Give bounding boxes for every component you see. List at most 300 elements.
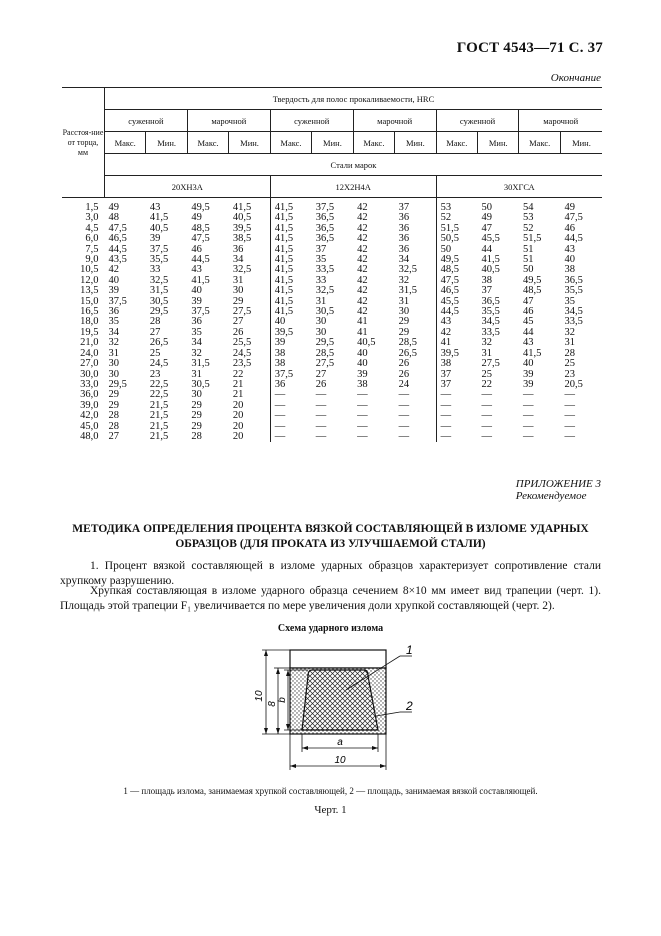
max-header: Макс. xyxy=(104,132,145,154)
appendix-label: ПРИЛОЖЕНИЕ 3 xyxy=(515,478,601,490)
hardness-cell: 21 xyxy=(229,380,270,390)
hardness-cell: 49,5 xyxy=(522,274,542,286)
hardness-cell: 33 xyxy=(149,264,161,276)
distance-header: Расстоя-ние от торца, мм xyxy=(62,88,104,198)
hardness-cell: 28 xyxy=(108,410,119,422)
grade-header: 30ХГСА xyxy=(436,176,602,198)
section-title: МЕТОДИКА ОПРЕДЕЛЕНИЯ ПРОЦЕНТА ВЯЗКОЙ СОСТАВЛЯЮЩЕЙ В ИЗЛОМЕ УДАРНЫХ ОБРАЗЦОВ (ДЛЯ ПРОКАТА ИЗ УЛУЧШАЕМОЙ СТАЛИ) xyxy=(72,523,589,550)
hardness-cell: 30 xyxy=(191,389,202,401)
hardness-cell: 21,5 xyxy=(149,399,169,411)
distance-cell: 12,0 xyxy=(80,274,99,286)
table-row xyxy=(62,370,602,380)
label-b: b xyxy=(277,697,288,703)
hardness-cell: 42 xyxy=(357,222,368,234)
hardness-cell: 36,5 xyxy=(315,233,335,245)
hardness-cell: 36 xyxy=(274,378,286,390)
hardness-cell: 30 xyxy=(229,286,270,296)
hardness-cell: 31 xyxy=(315,295,327,307)
hardness-cell: 28 xyxy=(564,347,575,359)
band-header: марочной xyxy=(353,110,436,132)
hardness-cell: 41 xyxy=(357,326,368,338)
max-header: Макс. xyxy=(519,132,560,154)
table-row xyxy=(62,390,602,400)
hardness-cell: 46 xyxy=(564,222,575,234)
hardness-cell: — xyxy=(481,410,493,422)
hardness-cell: 36 xyxy=(395,234,436,244)
hardness-cell: 42 xyxy=(440,326,452,338)
hardness-header: Твердость для полос прокаливаемости, HRC xyxy=(104,88,602,110)
hardness-cell: 20 xyxy=(229,432,270,442)
hardness-cell: 24,5 xyxy=(149,358,169,370)
hardness-cell: — xyxy=(357,420,368,432)
hardness-cell: 40 xyxy=(357,347,368,359)
hardness-cell: 27,5 xyxy=(481,358,500,370)
hardness-cell: — xyxy=(357,399,368,411)
hardness-cell: 41,5 xyxy=(274,202,294,213)
hardness-cell: 41,5 xyxy=(274,264,294,276)
hardness-cell: 47,5 xyxy=(564,212,583,224)
hardness-cell: 49 xyxy=(108,202,119,213)
hardness-cell: 36 xyxy=(395,213,436,223)
hardness-cell: 37 xyxy=(481,285,493,297)
hardness-cell: 37 xyxy=(440,368,452,380)
hardness-cell: 27 xyxy=(315,368,327,380)
hardness-cell: — xyxy=(564,410,575,422)
hardness-cell: 49,5 xyxy=(440,254,459,266)
hardness-cell: 31 xyxy=(108,347,119,359)
label-ten-vertical: 10 xyxy=(254,690,265,702)
appendix-block xyxy=(516,478,601,502)
hardness-cell: 41,5 xyxy=(522,347,542,359)
hardness-cell: 47,5 xyxy=(108,222,127,234)
distance-cell: 48,0 xyxy=(80,430,99,442)
hardness-cell: 21 xyxy=(229,390,270,400)
hardness-cell: 41,5 xyxy=(149,212,169,224)
hardness-cell: 35 xyxy=(315,254,327,266)
distance-cell: 21,0 xyxy=(80,337,99,349)
hardness-cell: — xyxy=(522,410,534,422)
hardness-cell: 41,5 xyxy=(229,198,270,214)
hardness-cell: 39,5 xyxy=(274,326,294,338)
hardness-cell: — xyxy=(274,420,286,432)
hardness-cell: 53 xyxy=(440,202,452,213)
hardness-cell: — xyxy=(564,389,575,401)
hardness-cell: 34 xyxy=(108,326,119,338)
hardness-cell: — xyxy=(481,399,493,411)
hardness-cell: — xyxy=(440,420,452,432)
hardness-cell: 49 xyxy=(564,202,575,213)
hardness-cell: — xyxy=(440,399,452,411)
distance-cell: 36,0 xyxy=(80,389,99,401)
hardness-cell: — xyxy=(522,430,534,442)
appendix-sub: Рекомендуемое xyxy=(515,490,587,502)
min-header: Мин. xyxy=(560,132,602,154)
hardness-cell: 38 xyxy=(440,358,452,370)
hardness-cell: 21,5 xyxy=(149,430,169,442)
hardness-cell: 34,5 xyxy=(481,316,500,328)
hardness-table xyxy=(62,87,602,442)
hardness-cell: 44 xyxy=(522,326,534,338)
hardness-cell: 32 xyxy=(564,326,575,338)
hardness-cell: 36,5 xyxy=(315,222,335,234)
hardness-cell: 35 xyxy=(564,295,575,307)
hardness-cell: 23 xyxy=(564,368,575,380)
max-header: Макс. xyxy=(436,132,477,154)
hardness-cell: 38 xyxy=(357,378,368,390)
min-header: Мин. xyxy=(478,132,519,154)
hardness-cell: 40 xyxy=(564,254,575,266)
hardness-cell: 41 xyxy=(440,337,452,349)
hardness-cell: 20,5 xyxy=(564,378,583,390)
min-header: Мин. xyxy=(312,132,353,154)
hardness-cell: 37,5 xyxy=(108,295,127,307)
hardness-cell: 43 xyxy=(149,202,161,213)
hardness-cell: 31 xyxy=(395,297,436,307)
hardness-cell: 27,5 xyxy=(315,358,335,370)
hardness-cell: — xyxy=(357,410,368,422)
hardness-cell: 37 xyxy=(395,198,436,214)
hardness-cell: 40,5 xyxy=(481,264,500,276)
grade-header: 12Х2Н4А xyxy=(270,176,436,198)
figure-caption: 1 — площадь излома, занимаемая хрупкой составляющей, 2 — площадь, занимаемая вязкой составляющей. xyxy=(123,786,538,796)
distance-cell: 19,5 xyxy=(80,326,99,338)
table-row xyxy=(62,432,602,442)
distance-cell: 39,0 xyxy=(80,399,99,411)
hardness-cell: — xyxy=(357,430,368,442)
hardness-cell: 30 xyxy=(315,316,327,328)
hardness-cell: 40 xyxy=(108,274,119,286)
hardness-cell: 23 xyxy=(149,368,161,380)
hardness-cell: 40 xyxy=(191,285,202,297)
hardness-cell: 38 xyxy=(564,264,575,276)
hardness-cell: 31 xyxy=(481,347,493,359)
hardness-cell: 29 xyxy=(395,328,436,338)
hardness-cell: 36,5 xyxy=(481,295,500,307)
hardness-cell: 25,5 xyxy=(229,338,270,348)
hardness-cell: — xyxy=(274,430,286,442)
table-row xyxy=(62,359,602,369)
label-1: 1 xyxy=(406,643,413,657)
hardness-cell: 34,5 xyxy=(564,306,583,318)
hardness-cell: — xyxy=(274,389,286,401)
hardness-cell: — xyxy=(395,411,436,421)
hardness-cell: 20 xyxy=(229,411,270,421)
table-row xyxy=(62,380,602,390)
hardness-cell: 40,5 xyxy=(149,222,169,234)
label-eight: 8 xyxy=(267,701,278,707)
hardness-cell: — xyxy=(522,420,534,432)
hardness-cell: 36 xyxy=(395,245,436,255)
hardness-cell: 46 xyxy=(522,306,534,318)
steels-header: Стали марок xyxy=(104,154,602,176)
hardness-cell: 28 xyxy=(108,420,119,432)
hardness-cell: 46 xyxy=(191,243,202,255)
hardness-cell: 41,5 xyxy=(274,222,294,234)
hardness-cell: 52 xyxy=(440,212,452,224)
distance-cell: 24,0 xyxy=(80,347,99,359)
hardness-cell: 32 xyxy=(108,337,119,349)
hardness-cell: 37,5 xyxy=(191,306,210,318)
distance-cell: 16,5 xyxy=(80,306,99,318)
distance-cell: 3,0 xyxy=(85,212,99,224)
hardness-cell: 29,5 xyxy=(149,306,169,318)
hardness-cell: 29,5 xyxy=(108,378,127,390)
hardness-cell: 36 xyxy=(191,316,202,328)
continuation-label: Окончание xyxy=(550,72,601,84)
hardness-cell: 25 xyxy=(481,368,493,380)
band-header: суженной xyxy=(270,110,353,132)
hardness-cell: 20 xyxy=(229,422,270,432)
hardness-cell: — xyxy=(315,420,327,432)
min-header: Мин. xyxy=(395,132,436,154)
max-header: Макс. xyxy=(270,132,311,154)
hardness-cell: 40 xyxy=(357,358,368,370)
table-row xyxy=(62,265,602,275)
hardness-cell: 41,5 xyxy=(274,295,294,307)
hardness-cell: 33,5 xyxy=(315,264,335,276)
hardness-cell: 36 xyxy=(229,245,270,255)
hardness-cell: 39 xyxy=(274,337,286,349)
hardness-cell: 39 xyxy=(522,368,534,380)
hardness-cell: 32 xyxy=(395,276,436,286)
distance-cell: 7,5 xyxy=(85,243,99,255)
hardness-cell: 26 xyxy=(315,378,327,390)
hardness-cell: — xyxy=(564,420,575,432)
label-2: 2 xyxy=(406,699,413,713)
hardness-cell: 26,5 xyxy=(395,349,436,359)
hardness-cell: 22 xyxy=(229,370,270,380)
hardness-cell: — xyxy=(522,389,534,401)
hardness-cell: 26 xyxy=(395,359,436,369)
hardness-cell: 35 xyxy=(191,326,202,338)
hardness-cell: — xyxy=(315,410,327,422)
distance-cell: 15,0 xyxy=(80,295,99,307)
hardness-cell: 42 xyxy=(357,285,368,297)
hardness-cell: 42 xyxy=(357,233,368,245)
figure-number: Черт. 1 xyxy=(314,804,347,816)
hardness-cell: 49,5 xyxy=(191,202,210,213)
hardness-cell: 31,5 xyxy=(149,285,169,297)
hardness-cell: 51 xyxy=(522,243,534,255)
hardness-cell: — xyxy=(440,410,452,422)
page-header: ГОСТ 4543—71 С. 37 xyxy=(456,40,603,56)
hardness-cell: 30 xyxy=(108,358,119,370)
distance-cell: 42,0 xyxy=(80,410,99,422)
hardness-cell: 34 xyxy=(191,337,202,349)
hardness-cell: 37,5 xyxy=(149,243,169,255)
hardness-cell: 27 xyxy=(229,317,270,327)
table-header xyxy=(62,88,602,198)
distance-cell: 33,0 xyxy=(80,378,99,390)
band-header: суженной xyxy=(104,110,187,132)
hardness-cell: 52 xyxy=(522,222,534,234)
hardness-cell: 33 xyxy=(315,274,327,286)
hardness-cell: 29 xyxy=(395,317,436,327)
table-row xyxy=(62,307,602,317)
label-ten-horizontal: 10 xyxy=(334,755,346,766)
hardness-cell: 27,5 xyxy=(229,307,270,317)
fracture-diagram xyxy=(240,636,440,776)
hardness-cell: 48,5 xyxy=(522,285,542,297)
hardness-cell: 47 xyxy=(481,222,493,234)
table-row xyxy=(62,286,602,296)
hardness-cell: 33,5 xyxy=(564,316,583,328)
hardness-cell: 35 xyxy=(108,316,119,328)
hardness-cell: 37,5 xyxy=(315,202,335,213)
hardness-cell: — xyxy=(395,401,436,411)
hardness-cell: 28 xyxy=(191,430,202,442)
hardness-cell: 42 xyxy=(357,274,368,286)
hardness-cell: 41,5 xyxy=(274,254,294,266)
hardness-cell: 38 xyxy=(274,347,286,359)
hardness-cell: 30 xyxy=(315,326,327,338)
distance-cell: 10,5 xyxy=(80,264,99,276)
band-header: суженной xyxy=(436,110,519,132)
hardness-cell: 42 xyxy=(357,306,368,318)
hardness-cell: 29 xyxy=(191,420,202,432)
hardness-cell: 32,5 xyxy=(315,285,335,297)
table-row xyxy=(62,234,602,244)
hardness-cell: 46,5 xyxy=(108,233,127,245)
hardness-cell: 29 xyxy=(191,399,202,411)
hardness-cell: 22,5 xyxy=(149,378,169,390)
table-row xyxy=(62,401,602,411)
table-row xyxy=(62,245,602,255)
hardness-cell: 29 xyxy=(229,297,270,307)
hardness-cell: 31 xyxy=(564,337,575,349)
hardness-cell: 32 xyxy=(191,347,202,359)
hardness-cell: 35,5 xyxy=(481,306,500,318)
hardness-cell: 41,5 xyxy=(274,233,294,245)
hardness-cell: 42 xyxy=(108,264,119,276)
hardness-cell: 20 xyxy=(229,401,270,411)
hardness-cell: 40 xyxy=(274,316,286,328)
table-row xyxy=(62,422,602,432)
hardness-cell: 48,5 xyxy=(440,264,459,276)
band-header: марочной xyxy=(187,110,270,132)
hardness-cell: 51,5 xyxy=(522,233,542,245)
hardness-cell: 45 xyxy=(522,316,534,328)
hardness-cell: 24 xyxy=(395,380,436,390)
hardness-cell: 41,5 xyxy=(274,274,294,286)
hardness-cell: 33,5 xyxy=(481,326,500,338)
hardness-cell: 47,5 xyxy=(440,274,459,286)
table-body xyxy=(62,198,602,443)
hardness-cell: 41,5 xyxy=(274,306,294,318)
hardness-cell: 43 xyxy=(522,337,534,349)
hardness-cell: 38 xyxy=(481,274,493,286)
hardness-cell: 30,5 xyxy=(315,306,335,318)
hardness-cell: — xyxy=(315,430,327,442)
hardness-cell: 31 xyxy=(191,368,202,380)
hardness-cell: 50,5 xyxy=(440,233,459,245)
hardness-cell: 34 xyxy=(229,255,270,265)
hardness-cell: 32,5 xyxy=(229,265,270,275)
hardness-cell: 22,5 xyxy=(149,389,169,401)
hardness-cell: — xyxy=(315,399,327,411)
hardness-cell: 23,5 xyxy=(229,359,270,369)
hardness-cell: 25 xyxy=(564,358,575,370)
hardness-cell: — xyxy=(481,389,493,401)
hardness-cell: — xyxy=(564,399,575,411)
distance-cell: 6,0 xyxy=(85,233,99,245)
hardness-cell: — xyxy=(395,390,436,400)
hardness-cell: 42 xyxy=(357,202,368,213)
hardness-cell: 37 xyxy=(315,243,327,255)
hardness-cell: 38,5 xyxy=(229,234,270,244)
hardness-cell: 48,5 xyxy=(191,222,210,234)
hardness-cell: 21,5 xyxy=(149,410,169,422)
hardness-cell: — xyxy=(481,430,493,442)
band-header: марочной xyxy=(519,110,602,132)
hardness-cell: 35,5 xyxy=(564,285,583,297)
hardness-cell: — xyxy=(274,410,286,422)
hardness-cell: 28 xyxy=(149,316,161,328)
hardness-cell: 30 xyxy=(108,368,119,380)
distance-cell: 30,0 xyxy=(80,368,99,380)
hardness-cell: 28,5 xyxy=(395,338,436,348)
hardness-cell: 34 xyxy=(395,255,436,265)
hardness-cell: 37,5 xyxy=(274,368,294,380)
hardness-cell: 41,5 xyxy=(481,254,500,266)
hardness-cell: — xyxy=(274,399,286,411)
hardness-cell: 39 xyxy=(149,233,161,245)
table-row xyxy=(62,411,602,421)
hardness-cell: 40,5 xyxy=(229,213,270,223)
hardness-cell: 40,5 xyxy=(357,337,376,349)
hardness-cell: 31,5 xyxy=(191,358,210,370)
hardness-cell: 49 xyxy=(481,212,493,224)
hardness-cell: 39 xyxy=(191,295,202,307)
hardness-cell: — xyxy=(395,432,436,442)
hardness-cell: 29 xyxy=(191,410,202,422)
hardness-cell: 45,5 xyxy=(440,295,459,307)
grade-header: 20ХН3А xyxy=(104,176,270,198)
hardness-cell: — xyxy=(395,422,436,432)
brittle-trapezoid xyxy=(302,670,378,730)
hardness-cell: 42 xyxy=(357,264,368,276)
hardness-cell: 42 xyxy=(357,243,368,255)
distance-cell: 27,0 xyxy=(80,358,99,370)
hardness-cell: 37 xyxy=(440,378,452,390)
hardness-cell: 29 xyxy=(108,389,119,401)
hardness-cell: 36,5 xyxy=(315,212,335,224)
hardness-cell: 42 xyxy=(357,212,368,224)
hardness-cell: 41,5 xyxy=(274,285,294,297)
distance-cell: 45,0 xyxy=(80,420,99,432)
hardness-cell: 53 xyxy=(522,212,534,224)
hardness-cell: 40 xyxy=(522,358,534,370)
paragraph-2: Хрупкая составляющая в изломе ударного образца сечением 8×10 мм имеет вид трапеции (черт. 1). Площадь этой трапеции F₁ увеличивается по мере увеличения доли хрупкой составляющей (черт. 2). xyxy=(60,585,601,612)
hardness-cell: — xyxy=(440,430,452,442)
hardness-cell: 24,5 xyxy=(229,349,270,359)
hardness-cell: 27 xyxy=(149,326,161,338)
hardness-cell: — xyxy=(315,389,327,401)
distance-cell: 1,5 xyxy=(85,202,99,213)
hardness-cell: 21,5 xyxy=(149,420,169,432)
hardness-cell: 48 xyxy=(108,212,119,224)
hardness-cell: 43 xyxy=(564,243,575,255)
hardness-cell: 49 xyxy=(191,212,202,224)
hardness-cell: 31,5 xyxy=(395,286,436,296)
hardness-cell: — xyxy=(357,389,368,401)
hardness-cell: — xyxy=(440,389,452,401)
hardness-cell: 44 xyxy=(481,243,493,255)
distance-cell: 18,0 xyxy=(80,316,99,328)
hardness-cell: 39,5 xyxy=(229,224,270,234)
hardness-cell: 44,5 xyxy=(191,254,210,266)
hardness-cell: 36,5 xyxy=(564,274,583,286)
